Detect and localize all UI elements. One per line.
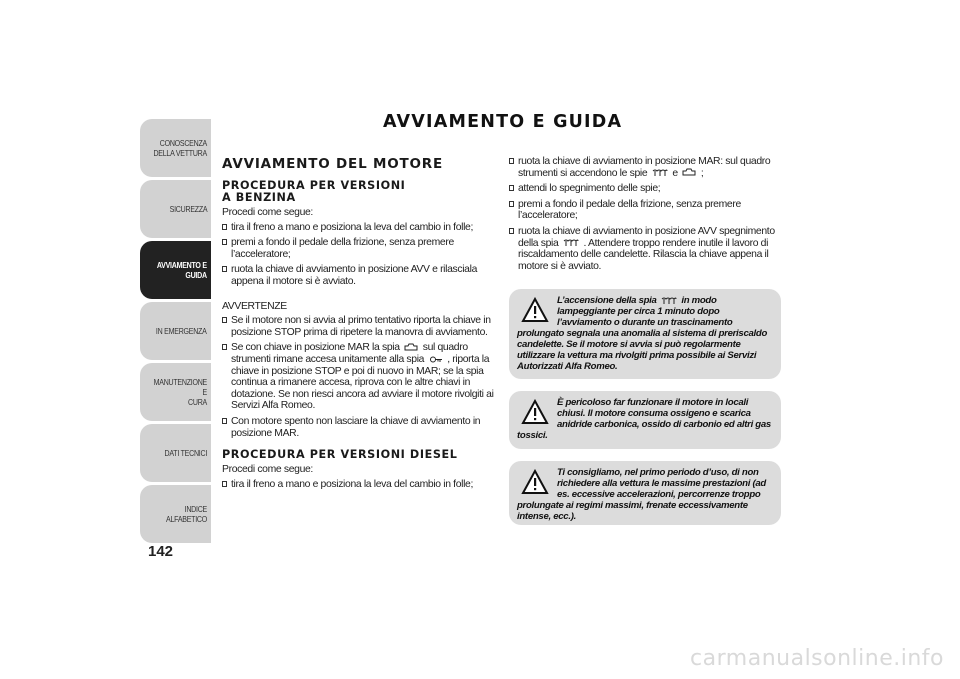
- warning-text: sul quadro strumenti rimane accesa unitamente alla spia: [231, 342, 468, 365]
- tab-label: IN EMERGENZA: [156, 326, 207, 336]
- tab-dati-tecnici[interactable]: [140, 424, 211, 482]
- list-item: tira il freno a mano e posiziona la leva del cambio in folle;: [222, 479, 498, 491]
- step-text: ;: [700, 167, 704, 179]
- warning-text: Se con chiave in posizione MAR la spia: [231, 342, 400, 354]
- list-item: attendi lo spegnimento delle spie;: [509, 183, 781, 195]
- warnings-title: AVVERTENZE: [222, 300, 287, 312]
- warning-triangle-icon: [521, 469, 549, 495]
- glow-plug-icon: [563, 238, 579, 247]
- section-tabs: [140, 119, 211, 546]
- note-box: [509, 461, 781, 525]
- page-number: 142: [148, 543, 174, 560]
- step-text: ruota la chiave di avviamento in posizione MAR: sul quadro strumenti si accendono le spie: [518, 156, 771, 179]
- list-item: premi a fondo il pedale della frizione, senza premere l’acceleratore;: [509, 199, 781, 222]
- right-column: [509, 156, 781, 276]
- note-box: [509, 391, 781, 449]
- tab-indice[interactable]: [140, 485, 211, 543]
- diesel-intro: Procedi come segue:: [222, 464, 313, 476]
- note-box: [509, 289, 781, 379]
- note-text: L’accensione della spia in modo lampeggiante per circa 1 minuto dopo l’avviamento o durante un trascinamento prolungato segnala una anomalia al sistema di preriscaldo candelette. Se il motore si avvia si può regolarmente utilizzare la vettura ma rivolgiti prima possibile ai Servizi Autorizzati Alfa Romeo.: [517, 295, 768, 372]
- warning-text: , riporta la chiave in posizione STOP e poi di nuovo in MAR; se la spia continua a rimanere accesa, riprova con le altre chiavi in dotazione. Se non riesci ancora ad avviare il motore rivolgiti ai Servizi Alfa Romeo.: [231, 353, 494, 412]
- step-text: . Attendere troppo rendere inutile il lavoro di riscaldamento delle candelette. Rilascia la chiave appena il motore si è avviato.: [518, 237, 769, 272]
- glow-plug-icon: [652, 168, 668, 177]
- step-text: e: [672, 167, 678, 179]
- watermark: carmanualsonline.info: [690, 646, 944, 671]
- list-item: ruota la chiave di avviamento in posizione AVV e rilasciala appena il motore si è avviato.: [222, 264, 498, 287]
- tab-avviamento[interactable]: [140, 241, 211, 299]
- step-text: ruota la chiave di avviamento in posizione AVV spegnimento della spia: [518, 225, 775, 249]
- warning-triangle-icon: [521, 399, 549, 425]
- list-item: premi a fondo il pedale della frizione, senza premere l’acceleratore;: [222, 237, 498, 260]
- tab-sicurezza[interactable]: [140, 180, 211, 238]
- glow-plug-icon: [661, 296, 677, 305]
- section-heading: AVVIAMENTO DEL MOTORE: [222, 156, 443, 172]
- tab-label: MANUTENZIONE E CURA: [153, 377, 207, 407]
- engine-failure-icon: [404, 343, 418, 352]
- petrol-intro: Procedi come segue:: [222, 207, 313, 218]
- list-item: Con motore spento non lasciare la chiave di avviamento in posizione MAR.: [222, 416, 498, 439]
- immobilizer-key-icon: [429, 355, 443, 364]
- petrol-heading: PROCEDURA PER VERSIONI A BENZINA: [222, 179, 406, 204]
- engine-failure-icon: [682, 168, 696, 177]
- list-item: [509, 156, 781, 179]
- list-item: [509, 226, 781, 272]
- tab-label: INDICE ALFABETICO: [166, 504, 207, 524]
- tab-label: CONOSCENZA DELLA VETTURA: [153, 138, 207, 158]
- left-column: [222, 156, 498, 494]
- tab-label: DATI TECNICI: [164, 448, 207, 458]
- tab-label: SICUREZZA: [169, 204, 207, 214]
- tab-label: AVVIAMENTO E GUIDA: [157, 260, 207, 280]
- tab-conoscenza[interactable]: [140, 119, 211, 177]
- tab-emergenza[interactable]: [140, 302, 211, 360]
- note-text: Ti consigliamo, nel primo periodo d’uso, di non richiedere alla vettura le massime prestazioni (ad es. eccessive accelerazioni, percorrenze troppo prolungate ai regimi massimi, frenate eccessivamente intense, ecc.).: [517, 467, 766, 522]
- warning-triangle-icon: [521, 297, 549, 323]
- page-title: AVVIAMENTO E GUIDA: [383, 112, 623, 132]
- list-item: tira il freno a mano e posiziona la leva del cambio in folle;: [222, 222, 498, 234]
- note-text: È pericoloso far funzionare il motore in locali chiusi. Il motore consuma ossigeno e scarica anidride carbonica, ossido di carbonio ed altri gas tossici.: [517, 397, 771, 441]
- tab-manutenzione[interactable]: [140, 363, 211, 421]
- diesel-heading: PROCEDURA PER VERSIONI DIESEL: [222, 448, 458, 462]
- list-item: Se il motore non si avvia al primo tentativo riporta la chiave in posizione STOP prima di ripetere la manovra di avviamento.: [222, 315, 498, 338]
- list-item: [222, 342, 498, 412]
